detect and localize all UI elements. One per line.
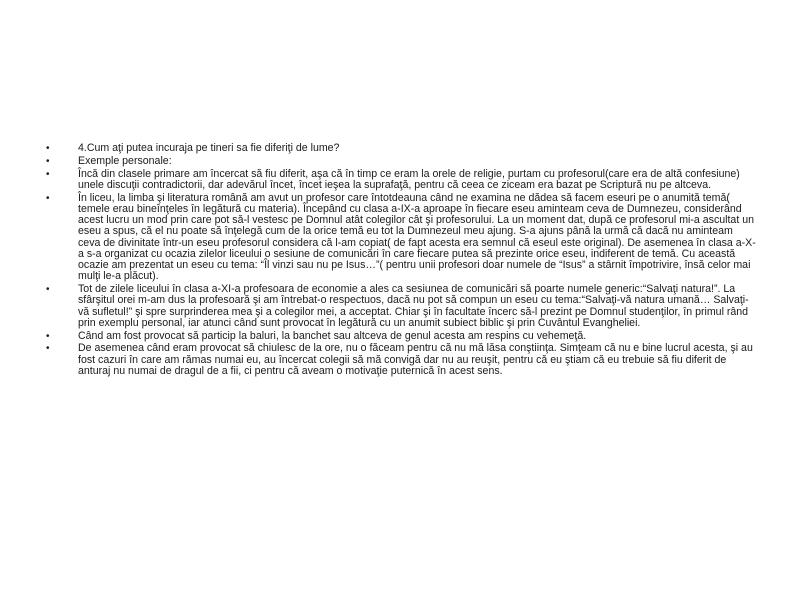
bullet-text: Când am fost provocat să particip la baluri, la banchet sau altceva de genul acesta am respins cu vehemeţă.	[78, 329, 587, 342]
bullet-icon: •	[46, 155, 50, 167]
bullet-text: De asemenea când eram provocat să chiulesc de la ore, nu o făceam pentru că nu mă lăsa conştiinţa. Simţeam că nu e bine lucrul acesta, şi au fost cazuri în care am rămas numai eu, au încercat colegii să mă convigă dar nu au reuşit, pentru că eu ştiam că eu trebuie să fiu diferit de anturaj nu numai de dragul de a fii, ci pentru că aveam o motivaţie puternică în acest sens.	[78, 342, 753, 377]
bullet-text: Încă din clasele primare am încercat să fiu diferit, aşa că în timp ce eram la orele de religie, purtam cu profesorul(care era de altă confesiune) unele discuţii contradictorii, dar adevărul încet, încet ieşea la suprafaţă, pentru că ceea ce ziceam era bazat pe Scriptură nu pe altceva.	[78, 167, 740, 191]
bullet-item	[46, 156, 756, 167]
bullet-item	[46, 143, 756, 154]
bullet-icon: •	[46, 143, 50, 154]
bullet-list	[46, 143, 756, 379]
bullet-item	[46, 169, 756, 192]
bullet-text: Exemple personale:	[78, 154, 172, 167]
bullet-text: Tot de zilele liceului în clasa a-XI-a profesoara de economie a ales ca sesiunea de comunicări să poarte numele generic:“Salvaţi natura!”. La sfârşitul orei m-am dus la profesoară şi am întrebat-o respectuos, dacă nu pot să compun un eseu cu tema:“Salvaţi-vă natura umană… Salvaţi-vă sufletul!” şi spre surprinderea mea şi a colegilor mei, a acceptat. Chiar şi în facultate încerc să-l prezint pe Domnul studenţilor, în primul rând prin exemplu personal, iar atunci când sunt provocat în legătură cu un anumit subiect biblic şi prin Cuvântul Evangheliei.	[78, 283, 749, 329]
bullet-icon: •	[46, 192, 50, 204]
bullet-icon: •	[46, 330, 50, 342]
bullet-item	[46, 343, 756, 377]
bullet-icon: •	[46, 168, 50, 180]
bullet-text: 4.Cum aţi putea incuraja pe tineri sa fie diferiţi de lume?	[78, 142, 340, 154]
bullet-item	[46, 193, 756, 283]
bullet-icon: •	[46, 343, 50, 355]
bullet-item	[46, 331, 756, 342]
bullet-icon: •	[46, 284, 50, 295]
bullet-text: În liceu, la limba şi literatura română am avut un profesor care întotdeauna când ne examina ne dădea să facem eseuri pe o anumită temă( temele erau bineînţeles în legătură cu materia). Începând cu clasa a-IX-a aproape în fiecare eseu aminteam ceva de Dumnezeu, considerând acest lucru un mod prin care pot să-l vestesc pe Domnul atât colegilor cât şi profesorului. La un moment dat, după ce profesorul mi-a ascultat un eseu a spus, că el nu poate să înţelegă cum de la orice temă eu tot la Dumnezeul meu ajung. S-a ajuns până la urmă că dacă nu aminteam ceva de divinitate într-un eseu profesorul considera că l-am copiat( de fapt acesta era semnul că eseul este original). De asemenea în clasa a-X-a s-a organizat cu ocazia zilelor liceului o sesiune de comunicări în care fiecare putea să prezinte orice eseu, indiferent de temă. Cu această ocazie am prezentat un eseu cu tema: “Îl vinzi sau nu pe Isus…”( pentru unii profesori doar numele de “Isus” a stârnit împotrivire, însă celor mai mulţi le-a plăcut).	[78, 191, 756, 283]
bullet-item	[46, 284, 756, 329]
